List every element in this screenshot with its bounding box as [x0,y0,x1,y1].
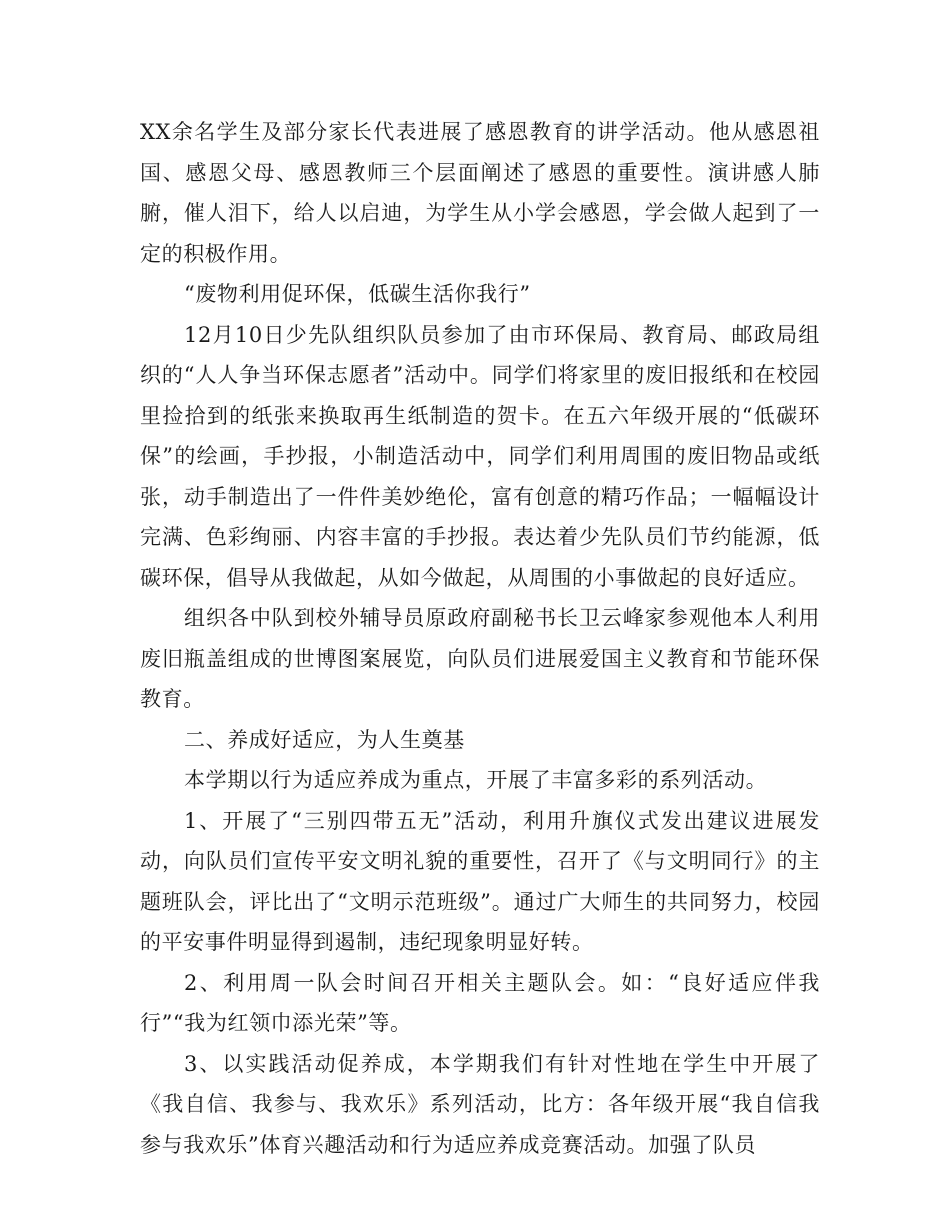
section-heading-waste-recycling: “废物利用促环保，低碳生活你我行” [184,282,531,306]
document-body [140,112,820,1165]
paragraph-1: XX余名学生及部分家长代表进展了感恩教育的讲学活动。他从感恩祖国、感恩父母、感恩教师三个层面阐述了感恩的重要性。演讲感人肺腑，催人泪下，给人以启迪，为学生从小学会感恩，学会做人起到了一定的积极作用。 [140,120,820,266]
paragraph-habit-focus: 本学期以行为适应养成为重点，开展了丰富多彩的系列活动。 [184,768,768,792]
paragraph-environment-activity: 12月10日少先队组织队员参加了由市环保局、教育局、邮政局组织的“人人争当环保志愿者”活动中。同学们将家里的废旧报纸和在校园里捡拾到的纸张来换取再生纸制造的贺卡。在五六年级开展的“低碳环保”的绘画，手抄报，小制造活动中，同学们利用周围的废旧物品或纸张，动手制造出了一件件美妙绝伦，富有创意的精巧作品；一幅幅设计完满、色彩绚丽、内容丰富的手抄报。表达着少先队员们节约能源，低碳环保，倡导从我做起，从如今做起，从周围的小事做起的良好适应。 [140,322,820,590]
paragraph-exhibition-visit: 组织各中队到校外辅导员原政府副秘书长卫云峰家参观他本人利用废旧瓶盖组成的世博图案展览，向队员们进展爱国主义教育和节能环保教育。 [140,606,820,711]
list-item-2: 2、利用周一队会时间召开相关主题队会。如：“良好适应伴我行”“我为红领巾添光荣”等。 [140,970,820,1035]
section-heading-good-habits: 二、养成好适应，为人生奠基 [184,727,465,752]
list-item-3: 3、以实践活动促养成，本学期我们有针对性地在学生中开展了《我自信、我参与、我欢乐》系列活动，比方：各年级开展“我自信我参与我欢乐”体育兴趣活动和行为适应养成竞赛活动。加强了队员 [140,1051,820,1157]
list-item-1: 1、开展了“三别四带五无”活动，利用升旗仪式发出建议进展发动，向队员们宣传平安文明礼貌的重要性，召开了《与文明同行》的主题班队会，评比出了“文明示范班级”。通过广大师生的共同努力，校园的平安事件明显得到遏制，违纪现象明显好转。 [140,808,820,954]
